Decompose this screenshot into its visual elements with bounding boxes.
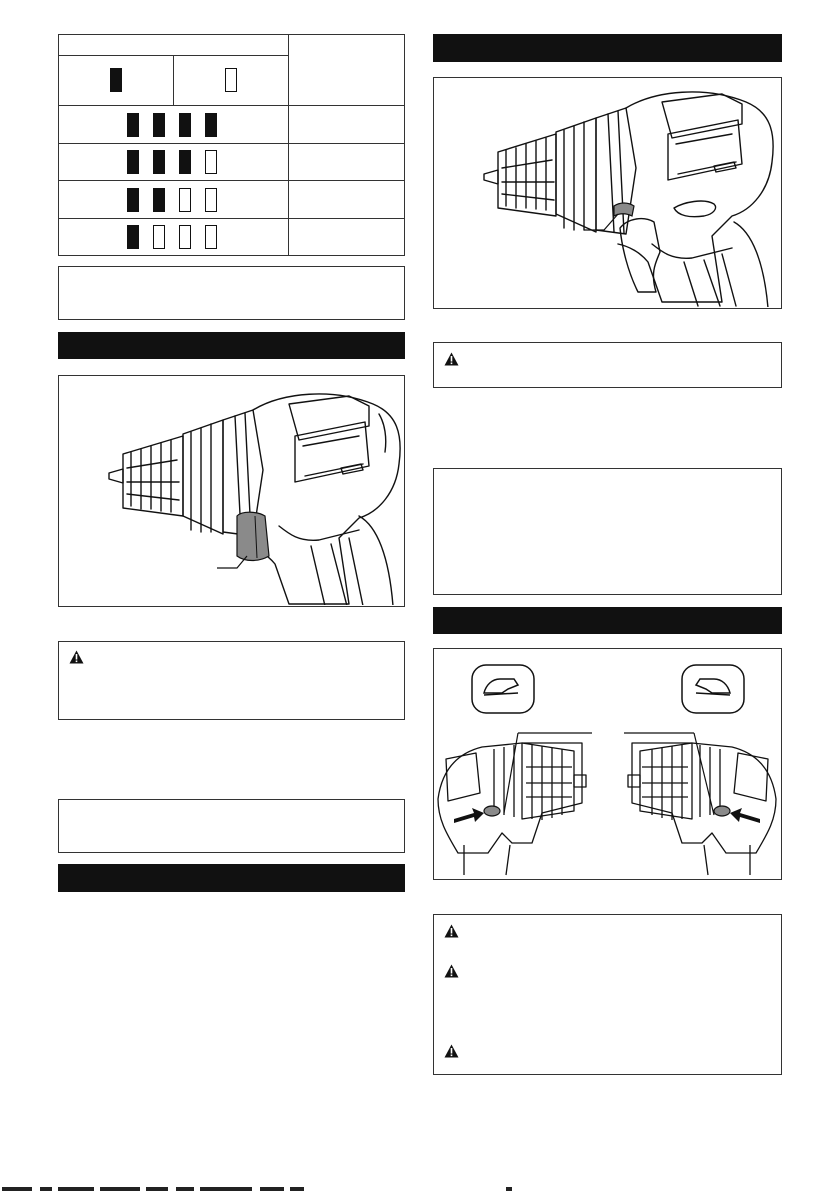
lamp-off-legend bbox=[225, 68, 237, 92]
table-row-capacity bbox=[289, 219, 405, 256]
switch-left-icon bbox=[472, 665, 534, 713]
lamp-off bbox=[179, 225, 191, 249]
lamp-off bbox=[205, 225, 217, 249]
caution-box bbox=[58, 641, 405, 720]
section-header-bar bbox=[58, 332, 405, 359]
drill-illustration bbox=[434, 78, 780, 307]
section-header-bar bbox=[433, 34, 782, 62]
table-row-capacity bbox=[289, 106, 405, 144]
table-row-lamps bbox=[59, 219, 289, 256]
figure-switch-trigger bbox=[58, 375, 405, 607]
lamp-lit bbox=[127, 188, 139, 212]
push-arrow-icon bbox=[730, 808, 760, 823]
lamp-lit-legend bbox=[110, 68, 122, 92]
lamp-shape bbox=[614, 203, 634, 216]
switch-button-right bbox=[714, 806, 730, 816]
warning-triangle-icon bbox=[444, 352, 459, 366]
lamp-lit bbox=[153, 150, 165, 174]
warning-triangle-icon bbox=[444, 964, 459, 978]
lamp-lit bbox=[179, 150, 191, 174]
caution-box bbox=[433, 914, 782, 1075]
drill-illustration bbox=[59, 376, 403, 605]
legend-off-cell bbox=[174, 56, 289, 106]
table-header-capacity bbox=[289, 35, 405, 106]
section-header-bar bbox=[58, 864, 405, 892]
figure-reversing-switch bbox=[433, 648, 782, 880]
caution-box bbox=[433, 342, 782, 388]
switch-right-icon bbox=[682, 665, 744, 713]
push-arrow-icon bbox=[454, 808, 484, 823]
note-box bbox=[58, 799, 405, 853]
note-box bbox=[433, 468, 782, 595]
lamp-lit bbox=[127, 150, 139, 174]
table-row-capacity bbox=[289, 181, 405, 219]
battery-indicator-table bbox=[58, 34, 405, 256]
lamp-off bbox=[205, 150, 217, 174]
warning-triangle-icon bbox=[69, 650, 84, 664]
section-header-bar bbox=[433, 607, 782, 634]
lamp-lit bbox=[205, 113, 217, 137]
lamp-off bbox=[153, 225, 165, 249]
note-box bbox=[58, 266, 405, 320]
figure-lamp bbox=[433, 77, 782, 309]
switch-button-left bbox=[484, 806, 500, 816]
lamp-off bbox=[205, 188, 217, 212]
lamp-lit bbox=[153, 113, 165, 137]
footer-strip bbox=[0, 1186, 840, 1192]
table-row-capacity bbox=[289, 144, 405, 181]
lamp-lit bbox=[179, 113, 191, 137]
trigger-shape bbox=[237, 512, 269, 560]
warning-triangle-icon bbox=[444, 924, 459, 938]
lamp-lit bbox=[127, 113, 139, 137]
lamp-lit bbox=[127, 225, 139, 249]
table-header-lamps bbox=[59, 35, 289, 56]
table-row-lamps bbox=[59, 106, 289, 144]
lamp-off bbox=[179, 188, 191, 212]
table-row-lamps bbox=[59, 144, 289, 181]
table-row-lamps bbox=[59, 181, 289, 219]
legend-lit-cell bbox=[59, 56, 174, 106]
warning-triangle-icon bbox=[444, 1044, 459, 1058]
reversing-switch-illustration bbox=[434, 649, 780, 878]
lamp-lit bbox=[153, 188, 165, 212]
